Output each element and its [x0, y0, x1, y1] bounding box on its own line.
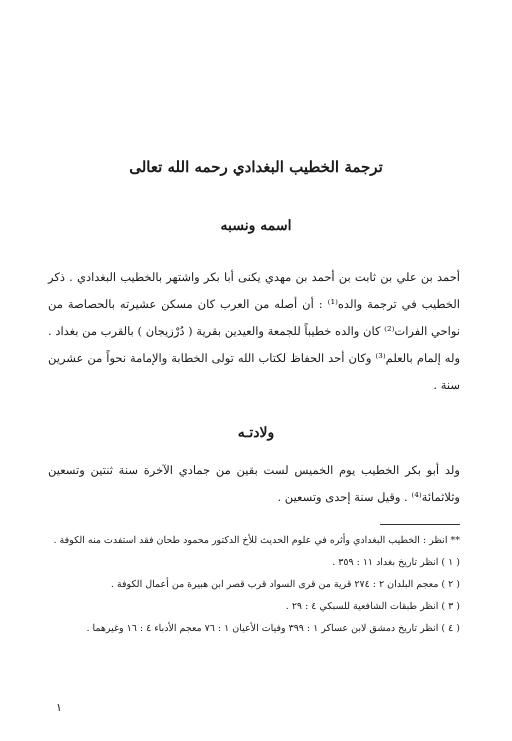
- footnote-divider: [380, 524, 460, 525]
- footnote: ( ٣ ) انظر طبقات الشافعية للسبكي ٤ : ٢٩ .: [285, 601, 460, 612]
- page-title: ترجمة الخطيب البغدادي رحمه الله تعالى: [129, 158, 383, 176]
- footnote: ( ٤ ) انظر تاريخ دمشق لابن عساكر ١ : ٣٩٩ وفيات الأعيان ١ : ٧٦ معجم الأدباء ٤ : ١٦ وغيرهما .: [86, 623, 460, 634]
- footnotes: [48, 530, 460, 640]
- paragraph-nasab: [48, 264, 460, 399]
- footnote: ( ١ ) انظر تاريخ بغداد ١١ : ٣٥٩ .: [332, 557, 460, 568]
- footnote: ( ٢ ) معجم البلدان ٢ : ٢٧٤ قرية من قرى السواد قرب قصر ابن هبيرة من أعمال الكوفة .: [110, 579, 460, 590]
- paragraph-text: أحمد بن علي بن ثابت بن أحمد بن مهدي يكنى أبا بكر واشتهر بالخطيب البغدادي . ذكر الخطيب في ترجمة والده⁽¹⁾ : أن أصله من العرب كان مسكن عشيرته بالحصاصة من نواحي الفرات⁽²⁾ كان والده خطيباً للجمعة والعيدين بقرية ( دُرْزيجان ) بالقرب من بغداد . وله إلمام بالعلم⁽³⁾ وكان أحد الحفاظ لكتاب الله تولى الخطابة والإمامة نحواً من عشرين سنة .: [48, 270, 461, 392]
- paragraph-wilada: [48, 457, 460, 511]
- section-heading-nasab: اسمه ونسبه: [220, 218, 292, 234]
- footnote: ** انظر : الخطيب البغدادي وأثره في علوم الحديث للأخ الدكتور محمود طحان فقد استفدت منه الكوفة .: [53, 535, 460, 546]
- page-number: ١: [56, 701, 62, 714]
- section-heading-wilada: ولادتـه: [237, 425, 275, 441]
- paragraph-text: ولد أبو بكر الخطيب يوم الخميس لست بقين من جمادي الآخرة سنة ثنتين وتسعين وثلاثمائة⁽⁴⁾ . وقيل سنة إحدى وتسعين .: [48, 463, 460, 504]
